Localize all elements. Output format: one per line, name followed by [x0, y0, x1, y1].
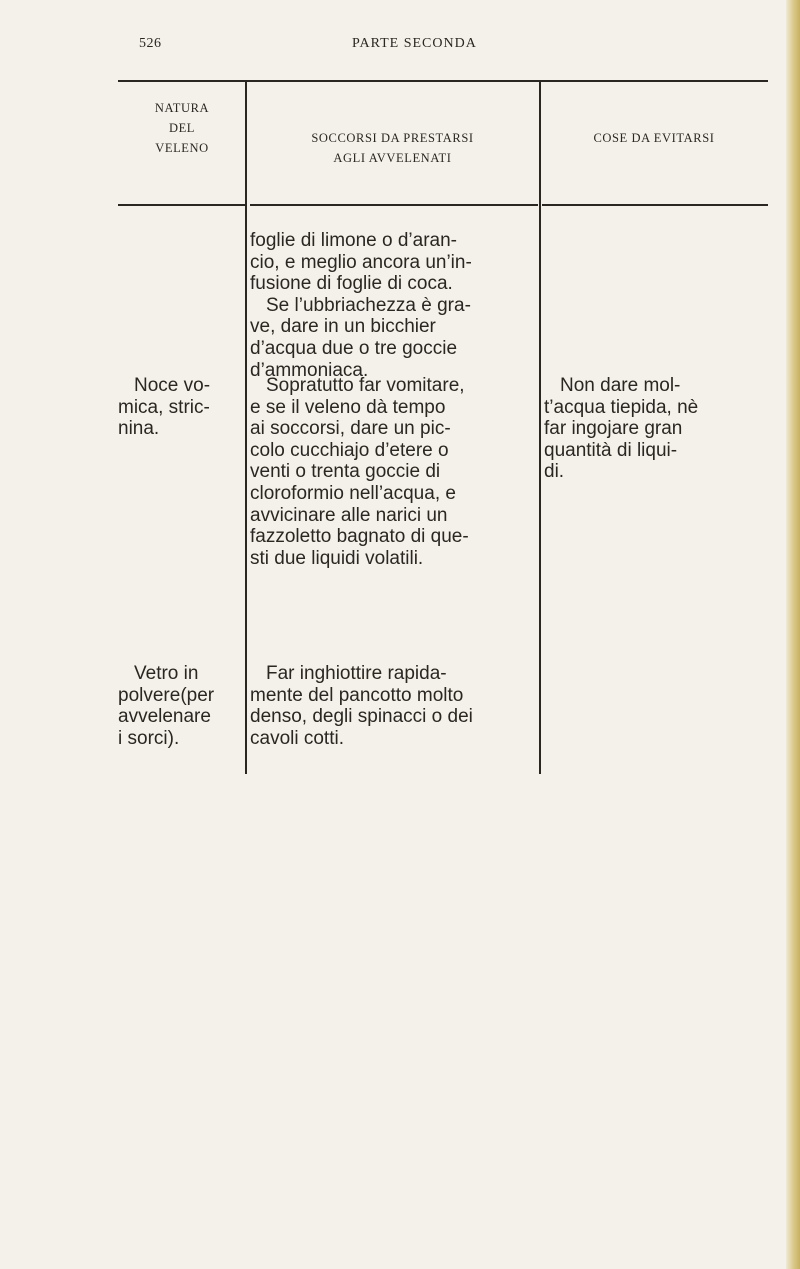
- text-line: mica, stric-: [118, 396, 210, 418]
- text-line: denso, degli spinacci o dei: [250, 706, 473, 728]
- header-rule: [250, 204, 538, 206]
- remedy-cell: [250, 230, 538, 381]
- text-line: colo cucchiajo d’etere o: [250, 439, 449, 461]
- text-line: fusione di foglie di coca.: [250, 273, 453, 295]
- column-divider: [539, 82, 541, 774]
- header-line: VELENO: [155, 141, 209, 155]
- column-header-remedy: [246, 128, 539, 168]
- poison-cell: [118, 375, 246, 440]
- text-line: ai soccorsi, dare un pic-: [250, 418, 451, 440]
- text-line: foglie di limone o d’aran-: [250, 230, 458, 251]
- text-line: far ingojare gran: [544, 418, 683, 440]
- text-line: ve, dare in un bicchier: [250, 316, 436, 338]
- text-line: Vetro in: [134, 663, 199, 684]
- table-top-rule: [118, 80, 768, 82]
- text-line: e se il veleno dà tempo: [250, 396, 446, 418]
- text-line: Far inghiottire rapida-: [266, 663, 447, 684]
- text-line: mente del pancotto molto: [250, 684, 464, 706]
- text-line: Se l’ubbriachezza è gra-: [266, 294, 471, 316]
- text-line: cloroformio nell’acqua, e: [250, 482, 456, 504]
- text-line: d’acqua due o tre goccie: [250, 337, 458, 359]
- poison-table: [118, 80, 768, 780]
- poison-cell: [118, 663, 246, 749]
- page-edge: [786, 0, 800, 1269]
- text-line: i sorci).: [118, 727, 180, 749]
- text-line: fazzoletto bagnato di que-: [250, 526, 469, 548]
- text-line: avvelenare: [118, 706, 211, 728]
- text-line: Noce vo-: [134, 375, 211, 396]
- text-line: sti due liquidi volatili.: [250, 547, 424, 569]
- text-line: di.: [544, 461, 565, 483]
- header-rule: [118, 204, 246, 206]
- text-line: cio, e meglio ancora un’in-: [250, 251, 472, 273]
- text-line: t’acqua tiepida, nè: [544, 396, 699, 418]
- text-line: cavoli cotti.: [250, 727, 344, 749]
- running-head: PARTE SECONDA: [352, 36, 477, 51]
- column-header-avoid: [540, 128, 768, 148]
- avoid-cell: [544, 375, 766, 483]
- header-line: SOCCORSI DA PRESTARSI: [311, 131, 474, 145]
- header-line: COSE DA EVITARSI: [593, 131, 715, 145]
- text-line: quantità di liqui-: [544, 439, 678, 461]
- header-line: AGLI AVVELENATI: [333, 151, 452, 165]
- header-line: DEL: [168, 121, 196, 135]
- text-line: avvicinare alle narici un: [250, 504, 448, 526]
- header-rule: [542, 204, 768, 206]
- text-line: nina.: [118, 418, 160, 440]
- remedy-cell: [250, 663, 538, 749]
- text-line: Non dare mol-: [560, 375, 681, 396]
- page-number: 526: [139, 36, 162, 51]
- remedy-cell: [250, 375, 538, 569]
- header-line: NATURA: [154, 101, 210, 115]
- text-line: d’ammoniaca.: [250, 359, 369, 381]
- text-line: polvere(per: [118, 684, 215, 706]
- text-line: venti o trenta goccie di: [250, 461, 441, 483]
- column-header-poison: [118, 98, 246, 158]
- text-line: Sopratutto far vomitare,: [266, 375, 465, 396]
